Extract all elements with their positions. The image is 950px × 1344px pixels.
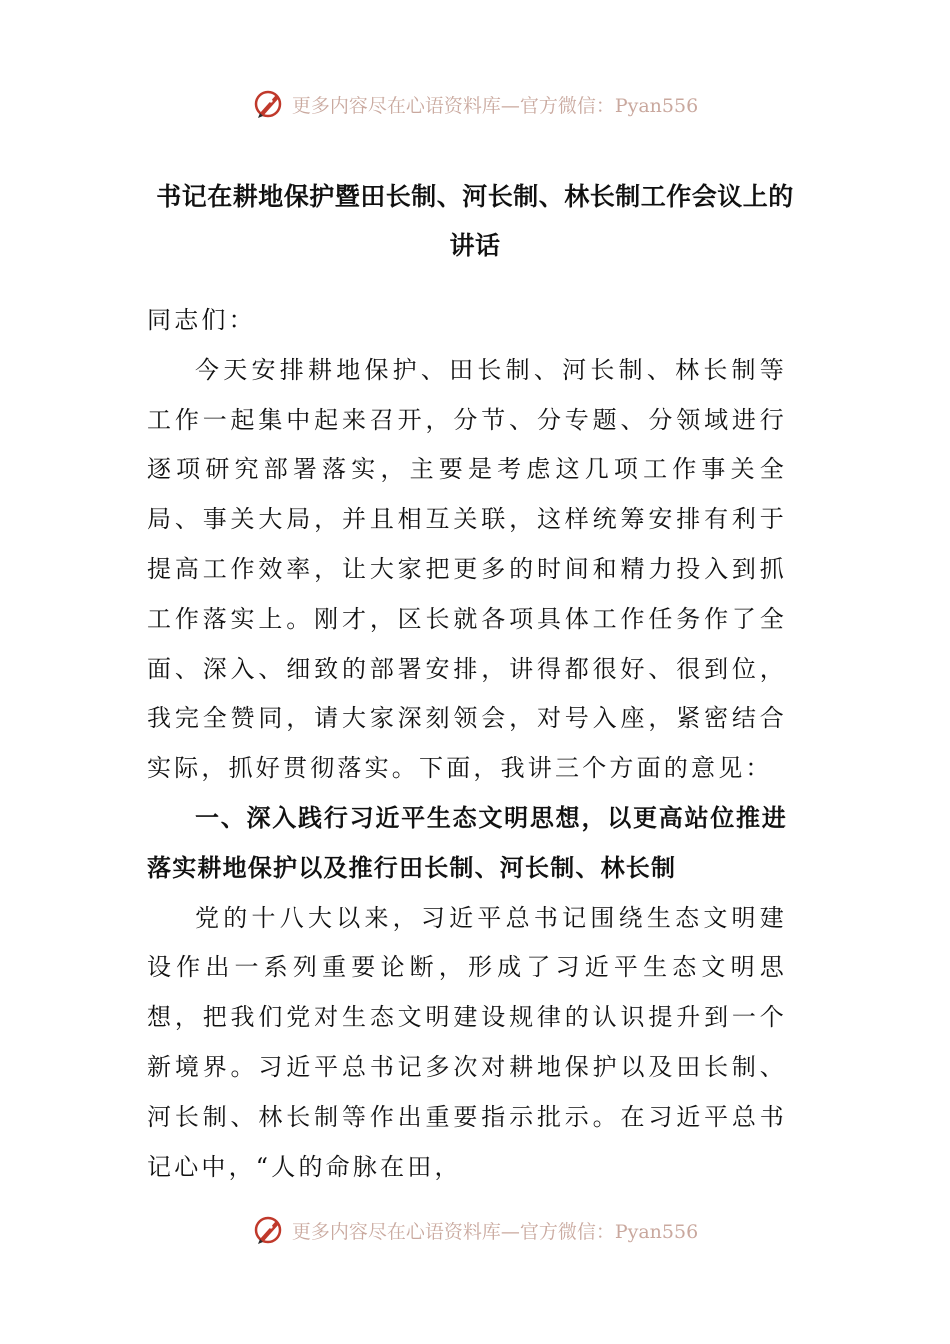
watermark-text: 更多内容尽在心语资料库—官方微信：Pyan556 <box>291 1220 699 1243</box>
salutation: 同志们： <box>147 306 256 334</box>
watermark-text: 更多内容尽在心语资料库—官方微信：Pyan556 <box>291 94 699 117</box>
pen-nib-circle-icon <box>252 1213 286 1247</box>
paragraph-intro: 今天安排耕地保护、田长制、河长制、林长制等工作一起集中起来召开，分节、分专题、分领域进行逐项研究部署落实，主要是考虑这几项工作事关全局、事关大局，并且相互关联，这样统筹安排有利于提高工作效率，让大家把更多的时间和精力投入到抓工作落实上。刚才，区长就各项具体工作任务作了全面、深入、细致的部署安排，讲得都很好、很到位，我完全赞同，请大家深刻领会，对号入座，紧密结合实际，抓好贯彻落实。下面，我讲三个方面的意见： <box>147 355 787 783</box>
document-title: 书记在耕地保护暨田长制、河长制、林长制工作会议上的讲话 <box>156 182 794 260</box>
watermark-header <box>0 84 950 124</box>
document-body <box>147 296 787 1192</box>
pen-nib-circle-icon <box>252 87 286 121</box>
watermark-footer <box>0 1210 950 1250</box>
paragraph-section-1: 党的十八大以来，习近平总书记围绕生态文明建设作出一系列重要论断，形成了习近平生态文明思想，把我们党对生态文明建设规律的认识提升到一个新境界。习近平总书记多次对耕地保护以及田长制、河长制、林长制等作出重要指示批示。在习近平总书记心中，“人的命脉在田， <box>147 903 787 1181</box>
section-heading-1: 一、深入践行习近平生态文明思想，以更高站位推进落实耕地保护以及推行田长制、河长制、林长制 <box>147 803 787 882</box>
